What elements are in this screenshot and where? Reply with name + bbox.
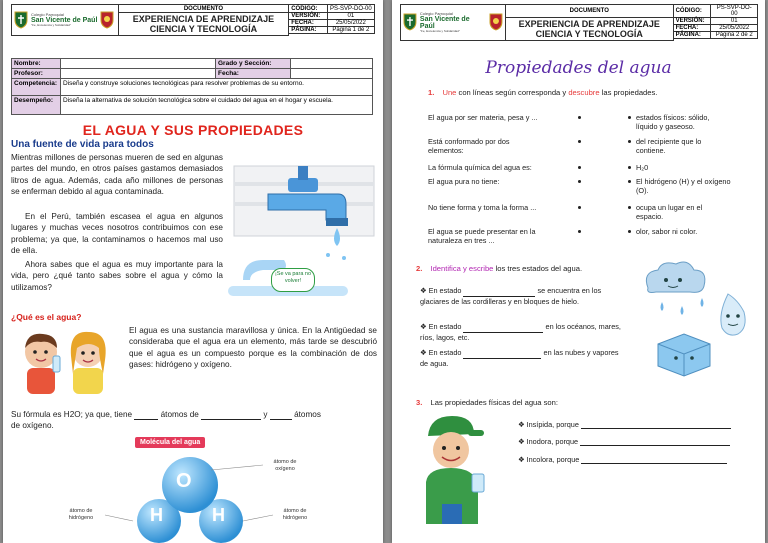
blank-oxygen-count[interactable] [270,419,292,420]
q3-item-insipida: ❖ Insípida, porque [518,420,758,429]
match-dot-left-3[interactable] [578,166,581,169]
match-dot-right-1[interactable] [628,116,631,119]
q2-text-end: los tres estados del agua. [495,264,583,273]
q3-item-2-label: Inodora, porque [526,437,579,446]
competency-label: Competencia: [12,79,61,96]
hydrogen-symbol-left: H [150,505,163,525]
name-label: Nombre: [12,59,61,69]
page-value: Página 1 de 2 [327,27,374,34]
match-left-2: Está conformado por dos elementos: [428,137,510,156]
question-1-instructions [428,88,657,97]
molecule-label-lines [93,455,293,543]
peru-paragraph: En el Perú, también escasea el agua en algunos lugares y muchas veces nosotros contribuimos con ese problema; ya que, la contaminamos o hacemos mal uso de ella. [11,212,223,256]
document-header [11,4,375,36]
page-label: PÁGINA: [289,27,328,34]
teacher-label: Profesor: [12,69,61,79]
q3-item-3-label: Incolora, porque [526,455,580,464]
match-right-5: ocupa un lugar en el espacio. [636,203,703,222]
competency-text: Diseña y construye soluciones tecnológicas para resolver problemas de su entorno. [61,79,373,96]
boy-with-glass-illustration [412,412,494,527]
intro-paragraph: Mientras millones de personas mueren de sed en algunas partes del mundo, en otros países gastamos demasiados litros de agua. Además, cada año millones de personas se enferman debido al agua contaminada. [11,153,223,197]
version-value: 01 [711,18,758,25]
what-is-water-heading: ¿Qué es el agua? [11,312,82,322]
performance-text: Diseña la alternativa de solución tecnológica sobre el cuidado del agua en el hogar y escuela. [61,96,373,115]
student-info-table [11,58,373,115]
code-label: CÓDIGO: [673,5,711,18]
blank-incolora[interactable] [581,463,727,464]
date-label: FECHA: [289,20,328,27]
q2-and: y [463,264,467,273]
match-dot-right-5[interactable] [628,206,631,209]
q2-item-liquid: ❖ En estado en los océanos, mares, ríos, lagos, etc. [420,322,621,342]
school-crest-icon [100,11,114,29]
blank-hydrogen-count[interactable] [134,419,158,420]
oxygen-label: átomo de oxígeno [273,459,297,472]
date-value: 25/05/2022 [327,20,374,27]
match-dot-right-2[interactable] [628,140,631,143]
school-logo-cell [12,5,119,36]
molecule-title-badge: Molécula del agua [135,437,205,448]
question-2-number: 2. [416,264,423,273]
school-crest-icon [489,13,503,31]
q3-text: Las propiedades físicas del agua son: [430,398,558,407]
question-3-number: 3. [416,398,423,407]
performance-label: Desempeño: [12,96,61,115]
hydrogen-label-right: átomo de hidrógeno [282,508,308,521]
document-label: DOCUMENTO [118,5,289,13]
info-date-field[interactable] [291,69,373,79]
q2-item-3-b: en las nubes y vapores de agua. [420,348,619,368]
q2-item-3-a: En estado [428,348,462,357]
q1-verb-descubre: descubre [568,88,600,97]
page-label: PÁGINA: [673,32,711,39]
school-logo-cell-2 [401,5,506,41]
grade-label: Grado y Sección: [216,59,291,69]
match-dot-left-4[interactable] [578,180,581,183]
formula-text-d: átomos [294,410,321,419]
school-shield-icon [403,13,417,31]
school-type-label: Colegio Parroquial [419,10,453,16]
match-dot-right-3[interactable] [628,166,631,169]
match-right-4: El hidrógeno (H) y el oxígeno (O). [636,177,731,196]
school-motto: "Fe, Excelencia y Solidaridad" [31,22,71,27]
grade-field[interactable] [291,59,373,69]
match-right-6: olor, sabor ni color. [636,227,698,236]
code-label: CÓDIGO: [289,5,328,13]
q3-item-1-label: Insípida, porque [526,420,579,429]
q2-verb-escribe: escribe [468,264,494,273]
formula-text-b: átomos de [160,410,199,419]
document-title: EXPERIENCIA DE APRENDIZAJE CIENCIA Y TECNOLOGÍA [118,13,289,36]
info-date-label: Fecha: [216,69,291,79]
match-left-4: El agua pura no tiene: [428,177,500,186]
water-definition-paragraph: El agua es una sustancia maravillosa y única. En la Antigüedad se consideraba que el agua era un elemento, más tarde se descubrió que el agua es un compuesto porque es la combinación de dos gases: hidrógeno y oxígeno. [129,326,377,370]
blank-element-1[interactable] [201,419,261,420]
blank-inodora[interactable] [580,445,730,446]
blank-state-3[interactable] [463,358,541,359]
name-field[interactable] [61,59,216,69]
match-dot-left-5[interactable] [578,206,581,209]
kids-illustration [13,326,118,394]
question-2-instructions [416,264,582,273]
q3-item-incolora: ❖ Incolora, porque [518,455,758,464]
question-1-number: 1. [428,88,435,97]
q2-item-gas: ❖ En estado en las nubes y vapores de agua. [420,348,619,368]
match-right-1: estados físicos: sólido, líquido y gaseoso. [636,113,710,132]
match-dot-left-1[interactable] [578,116,581,119]
q2-item-1-a: En estado [428,286,462,295]
q2-verb-identifica: Identifica [430,264,461,273]
match-dot-left-2[interactable] [578,140,581,143]
q2-item-2-b: en los océanos, mares, ríos, lagos, etc. [420,322,621,342]
worksheet-page-1 [3,0,383,543]
match-left-1: El agua por ser materia, pesa y ... [428,113,538,122]
hydrogen-label-left: átomo de hidrógeno [68,508,94,521]
water-states-illustration [632,258,760,378]
q2-item-2-a: En estado [428,322,462,331]
school-name: San Vicente de Paúl [419,15,470,30]
q3-item-inodora: ❖ Inodora, porque [518,437,758,446]
worksheet-page-2 [392,0,765,543]
school-name: San Vicente de Paúl [31,16,98,24]
worksheet-title: EL AGUA Y SUS PROPIEDADES [82,122,304,138]
teacher-field[interactable] [61,69,216,79]
section-subtitle: Una fuente de vida para todos [11,139,154,150]
code-value: PS-SVP-DO-00 [711,5,758,18]
match-right-3: H₂0 [636,163,649,172]
question-paragraph: Ahora sabes que el agua es muy importante para la vida, pero ¿qué tanto sabes sobre el agua y cómo la utilizamos? [11,260,223,292]
question-3-instructions [416,398,558,407]
date-label: FECHA: [673,25,711,32]
school-motto: "Fe, Excelencia y Solidaridad" [419,28,460,33]
match-dot-left-6[interactable] [578,230,581,233]
q2-item-1-b: se encuentra en los glaciares de las cordilleras y en bloques de hielo. [420,286,602,306]
hydrogen-symbol-right: H [212,505,225,525]
match-dot-right-4[interactable] [628,180,631,183]
code-value: PS-SVP-DO-00 [327,5,374,13]
formula-text-c: y [263,410,268,419]
match-left-6: El agua se puede presentar en la naturaleza en tres ... [428,227,536,246]
q1-text-end: las propiedades. [601,88,658,97]
page-value: Página 2 de 2 [711,32,758,39]
properties-title: Propiedades del agua [485,58,672,78]
document-title: EXPERIENCIA DE APRENDIZAJE CIENCIA Y TECNOLOGÍA [505,18,673,41]
formula-text-a: Su fórmula es H2O; ya que, tiene [11,410,133,419]
version-label: VERSIÓN: [673,18,711,25]
oxygen-symbol: O [176,470,192,492]
blank-state-2[interactable] [463,332,543,333]
version-label: VERSIÓN: [289,13,328,20]
blank-insipida[interactable] [581,428,731,429]
formula-text-e: de oxígeno. [11,421,54,431]
q2-item-solid: ❖ En estado se encuentra en los glaciares de las cordilleras y en bloques de hielo. [420,286,602,306]
q1-verb-une: Une [442,88,457,97]
match-left-5: No tiene forma y toma la forma ... [428,203,537,212]
version-value: 01 [327,13,374,20]
document-header-2 [400,4,758,41]
formula-fill-in [11,409,377,432]
date-value: 25/05/2022 [711,25,758,32]
school-type-label: Colegio Parroquial [31,11,64,17]
match-dot-right-6[interactable] [628,230,631,233]
match-right-2: del recipiente que lo contiene. [636,137,702,156]
q1-text-mid: con líneas según corresponda y [458,88,567,97]
school-shield-icon [14,11,28,29]
document-label: DOCUMENTO [505,5,673,18]
match-left-3: La fórmula química del agua es: [428,163,532,172]
faucet-speech-bubble: ¡Se va para no volver! [271,268,315,292]
